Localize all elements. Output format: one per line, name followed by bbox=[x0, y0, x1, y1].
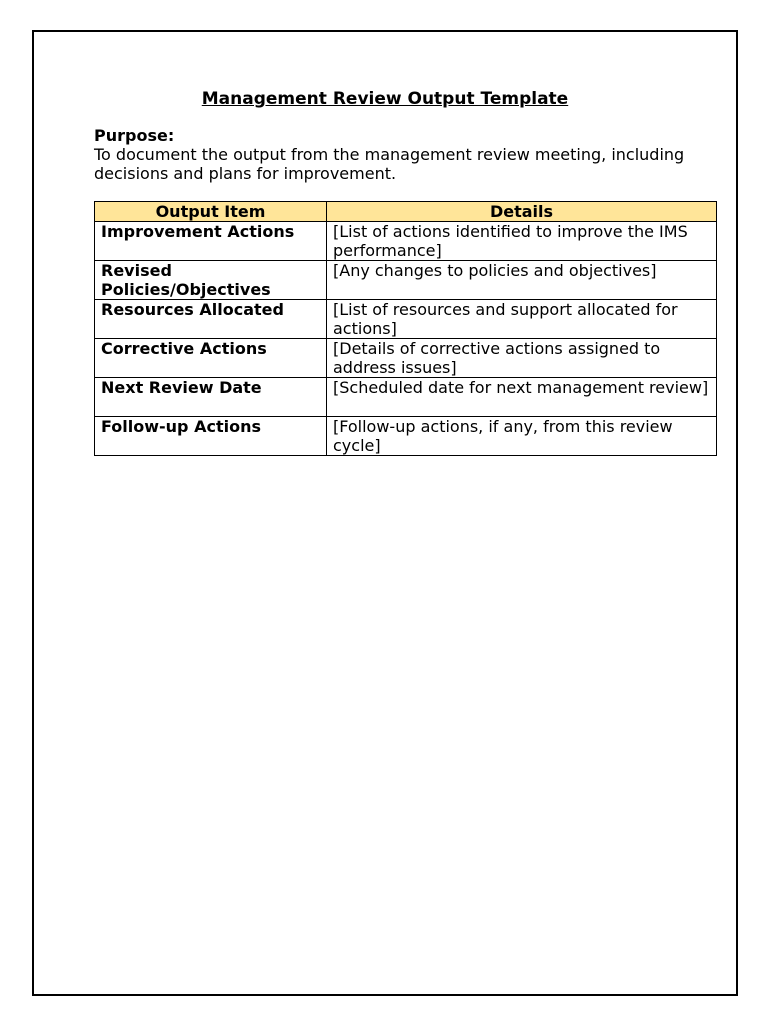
output-table bbox=[94, 201, 717, 456]
row-item: Corrective Actions bbox=[95, 339, 327, 378]
purpose-section bbox=[94, 126, 694, 183]
table-row bbox=[95, 417, 717, 456]
table-header-row bbox=[95, 202, 717, 222]
purpose-text: To document the output from the management review meeting, including decisions and plans for improvement. bbox=[94, 145, 685, 183]
table-row bbox=[95, 261, 717, 300]
row-item: Revised Policies/Objectives bbox=[95, 261, 327, 300]
table-row bbox=[95, 378, 717, 417]
table-row bbox=[95, 339, 717, 378]
document-page bbox=[32, 30, 738, 996]
header-details: Details bbox=[327, 202, 717, 222]
row-item: Resources Allocated bbox=[95, 300, 327, 339]
row-details: [List of actions identified to improve the IMS performance] bbox=[327, 222, 717, 261]
purpose-label: Purpose: bbox=[94, 126, 175, 145]
document-title: Management Review Output Template bbox=[201, 89, 569, 109]
row-details: [Scheduled date for next management review] bbox=[327, 378, 717, 417]
row-details: [Details of corrective actions assigned to address issues] bbox=[327, 339, 717, 378]
row-details: [List of resources and support allocated for actions] bbox=[327, 300, 717, 339]
row-details: [Any changes to policies and objectives] bbox=[327, 261, 717, 300]
table-row bbox=[95, 222, 717, 261]
header-output-item: Output Item bbox=[95, 202, 327, 222]
row-details: [Follow-up actions, if any, from this review cycle] bbox=[327, 417, 717, 456]
table-row bbox=[95, 300, 717, 339]
row-item: Improvement Actions bbox=[95, 222, 327, 261]
row-item: Follow-up Actions bbox=[95, 417, 327, 456]
row-item: Next Review Date bbox=[95, 378, 327, 417]
